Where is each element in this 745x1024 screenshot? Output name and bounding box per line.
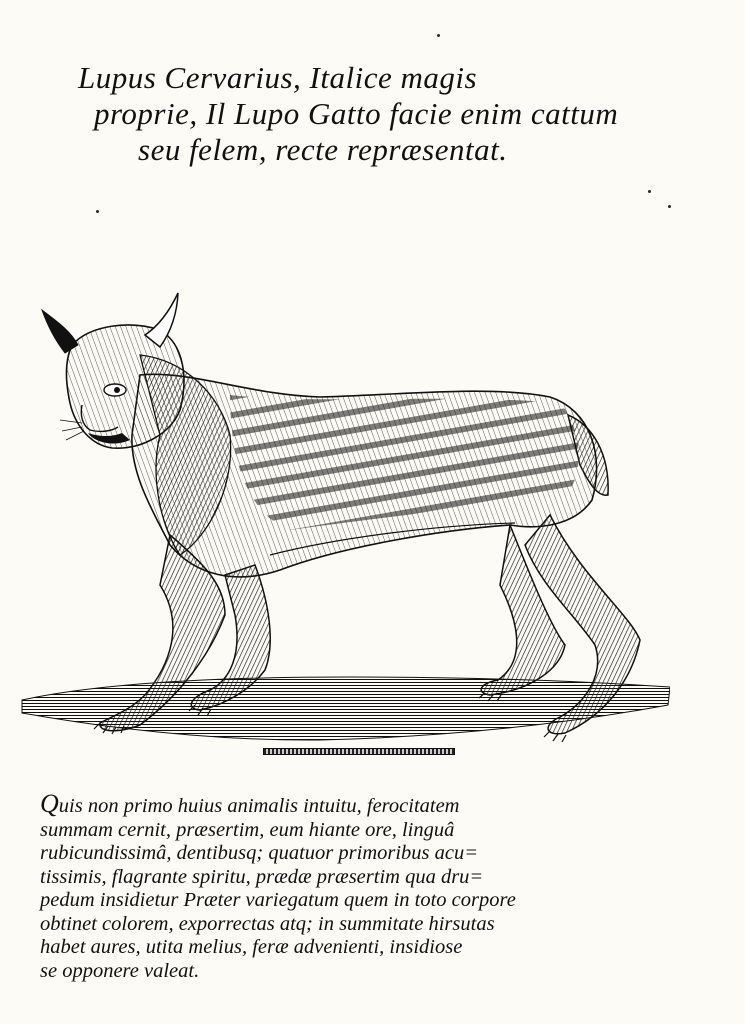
title-line-3: seu felem, recte repræsentat. xyxy=(138,132,508,167)
title-line-2: proprie, Il Lupo Gatto facie enim cattum xyxy=(94,96,619,131)
body-line-2: summam cernit, præsertim, eum hiante ore, linguâ xyxy=(40,818,455,841)
body-line-4: tissimis, flagrante spiritu, prædæ præsertim qua dru= xyxy=(40,865,484,888)
lynx-illustration xyxy=(20,285,670,765)
body-line-1 xyxy=(40,789,670,819)
title-line-1: Lupus Cervarius, Italice magis xyxy=(78,60,478,95)
lynx-ear-right xyxy=(145,293,178,347)
drop-initial: Q xyxy=(40,789,59,818)
body-line-1-rest: uis non primo huius animalis intuitu, ferocitatem xyxy=(58,795,460,817)
body-line-3: rubicundissimâ, dentibusq; quatuor primoribus acu= xyxy=(40,842,479,864)
body-line-5: pedum insidietur Præter variegatum quem in toto corpore xyxy=(40,889,516,911)
page-title xyxy=(60,60,660,168)
body-line-7: habet aures, utita melius, feræ advenienti, insidiose xyxy=(40,936,463,958)
body-line-8: se opponere valeat. xyxy=(40,959,200,982)
lynx-whiskers xyxy=(60,420,84,440)
ink-speck xyxy=(668,205,671,208)
lynx-head xyxy=(66,325,183,448)
body-line-6: obtinet colorem, exporrectas atq; in summitate hirsutas xyxy=(40,912,495,935)
ink-speck xyxy=(648,190,651,193)
lynx-ear-left xyxy=(42,310,78,353)
ink-speck xyxy=(96,210,99,213)
engraving-scale-bar xyxy=(263,748,455,755)
description-text xyxy=(40,789,670,983)
ink-speck xyxy=(437,34,440,37)
lynx-pupil xyxy=(114,387,120,393)
